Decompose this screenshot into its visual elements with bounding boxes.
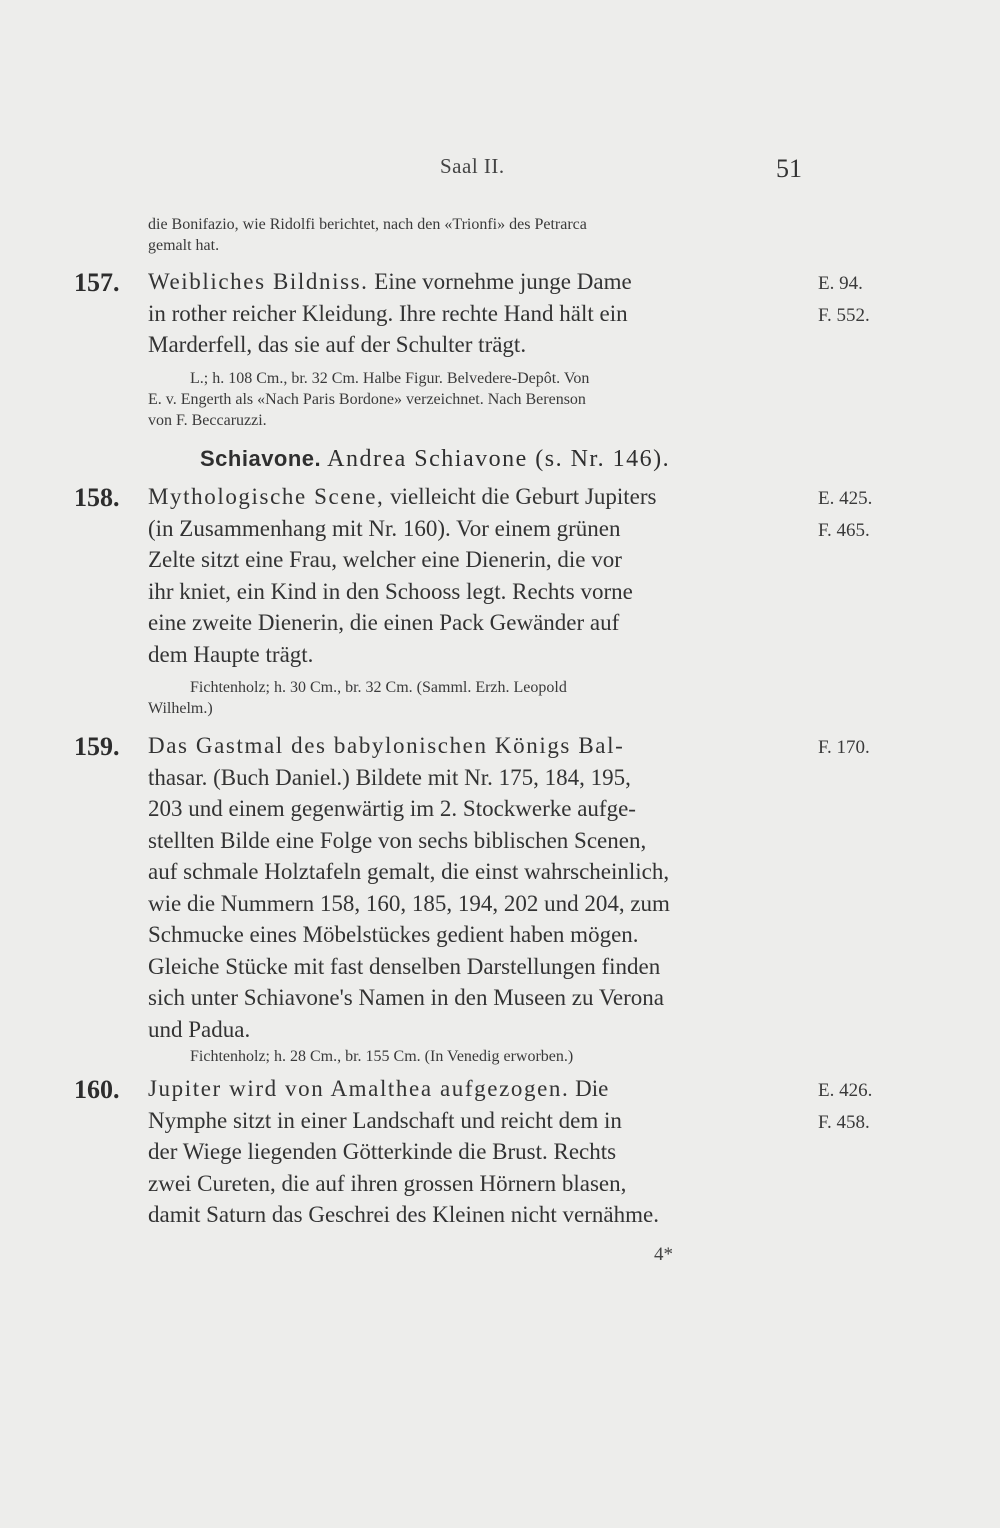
entry-160-line: der Wiege liegenden Götterkinde die Brust. Rechts: [148, 1139, 617, 1164]
intro-line: die Bonifazio, wie Ridolfi berichtet, nach den «Trionfi» des Petrarca: [148, 216, 587, 233]
entry-160-line: Die: [569, 1076, 609, 1101]
entry-159-line: auf schmale Holztafeln gemalt, die einst wahrscheinlich,: [148, 859, 670, 884]
page-number: 51: [776, 154, 802, 183]
entry-159-note: [148, 1046, 810, 1067]
entry-160-text: [148, 1073, 804, 1231]
entry-157-note: [148, 368, 810, 431]
entry-158-line: eine zweite Dienerin, die einen Pack Gewänder auf: [148, 610, 620, 635]
entry-159-line: sich unter Schiavone's Namen in den Museen zu Verona: [148, 985, 664, 1010]
signature-mark: 4*: [654, 1244, 673, 1265]
intro-line: gemalt hat.: [148, 237, 220, 254]
reference-e: E. 426.: [818, 1080, 873, 1101]
entry-160-references: [818, 1075, 872, 1138]
entry-158-heading: Mythologische Scene,: [148, 484, 385, 509]
entry-158-line: ihr kniet, ein Kind in den Schooss legt. Rechts vorne: [148, 578, 633, 604]
entry-157-references: [818, 268, 870, 331]
entry-number-159: 159.: [74, 732, 120, 761]
entry-159-text: [148, 730, 804, 1045]
reference-f: F. 552.: [818, 304, 870, 326]
entry-159-line: und Padua.: [148, 1016, 251, 1042]
entry-160-heading: Jupiter wird von Amalthea aufgezogen.: [148, 1076, 570, 1101]
entry-159-references: [818, 732, 870, 764]
entry-number-157: 157.: [74, 268, 120, 297]
entry-158-text: [148, 481, 804, 670]
entry-number-160: 160.: [74, 1075, 120, 1104]
note-line: Wilhelm.): [148, 700, 213, 717]
entry-158-line: dem Haupte trägt.: [148, 641, 314, 667]
entry-159-line: stellten Bilde eine Folge von sechs biblischen Scenen,: [148, 827, 647, 853]
note-line: L.; h. 108 Cm., br. 32 Cm. Halbe Figur. Belvedere-Depôt. Von: [190, 370, 590, 387]
entry-159-line: thasar. (Buch Daniel.) Bildete mit Nr. 175, 184, 195,: [148, 764, 631, 790]
entry-159-line: Schmucke eines Möbelstückes gedient haben mögen.: [148, 922, 639, 947]
reference-f: F. 170.: [818, 737, 870, 758]
entry-158-note: [148, 677, 810, 719]
reference-e: E. 94.: [818, 273, 863, 294]
note-line: Fichtenholz; h. 30 Cm., br. 32 Cm. (Samml. Erzh. Leopold: [190, 679, 567, 696]
intro-paragraph: [148, 214, 810, 256]
entry-160-line: Nymphe sitzt in einer Landschaft und reicht dem in: [148, 1107, 622, 1133]
entry-157-text: [148, 266, 804, 361]
artist-name: Schiavone.: [200, 446, 322, 471]
entry-158-references: [818, 483, 872, 546]
entry-157-line: Eine vornehme junge Dame: [368, 269, 632, 294]
entry-160-line: damit Saturn das Geschrei des Kleinen nicht vernähme.: [148, 1202, 659, 1227]
entry-159-line: wie die Nummern 158, 160, 185, 194, 202 und 204, zum: [148, 890, 670, 916]
entry-157-line: in rother reicher Kleidung. Ihre rechte Hand hält ein: [148, 300, 628, 326]
note-line: von F. Beccaruzzi.: [148, 412, 267, 429]
page-header: [0, 150, 1000, 190]
entry-159-line: Gleiche Stücke mit fast denselben Darstellungen finden: [148, 953, 661, 979]
entry-160-line: zwei Cureten, die auf ihren grossen Hörnern blasen,: [148, 1170, 627, 1196]
reference-e: E. 425.: [818, 488, 873, 509]
entry-158-line: vielleicht die Geburt Jupiters: [384, 484, 657, 509]
note-line: Fichtenholz; h. 28 Cm., br. 155 Cm. (In Venedig erworben.): [190, 1048, 574, 1065]
artist-heading: [200, 446, 670, 473]
entry-158-line: Zelte sitzt eine Frau, welcher eine Dienerin, die vor: [148, 547, 622, 572]
page-title: Saal II.: [440, 154, 505, 178]
entry-157-heading: Weibliches Bildniss.: [148, 269, 369, 294]
entry-159-line: 203 und einem gegenwärtig im 2. Stockwerke aufge-: [148, 796, 636, 821]
entry-157-line: Marderfell, das sie auf der Schulter trägt.: [148, 332, 527, 357]
entry-158-line: (in Zusammenhang mit Nr. 160). Vor einem grünen: [148, 515, 621, 541]
note-line: E. v. Engerth als «Nach Paris Bordone» verzeichnet. Nach Berenson: [148, 391, 586, 408]
reference-f: F. 458.: [818, 1111, 870, 1133]
reference-f: F. 465.: [818, 519, 870, 541]
artist-fullname: Andrea Schiavone (s. Nr. 146).: [327, 446, 671, 472]
entry-159-heading: Das Gastmal des babylonischen Königs Bal-: [148, 733, 625, 758]
entry-number-158: 158.: [74, 483, 120, 512]
